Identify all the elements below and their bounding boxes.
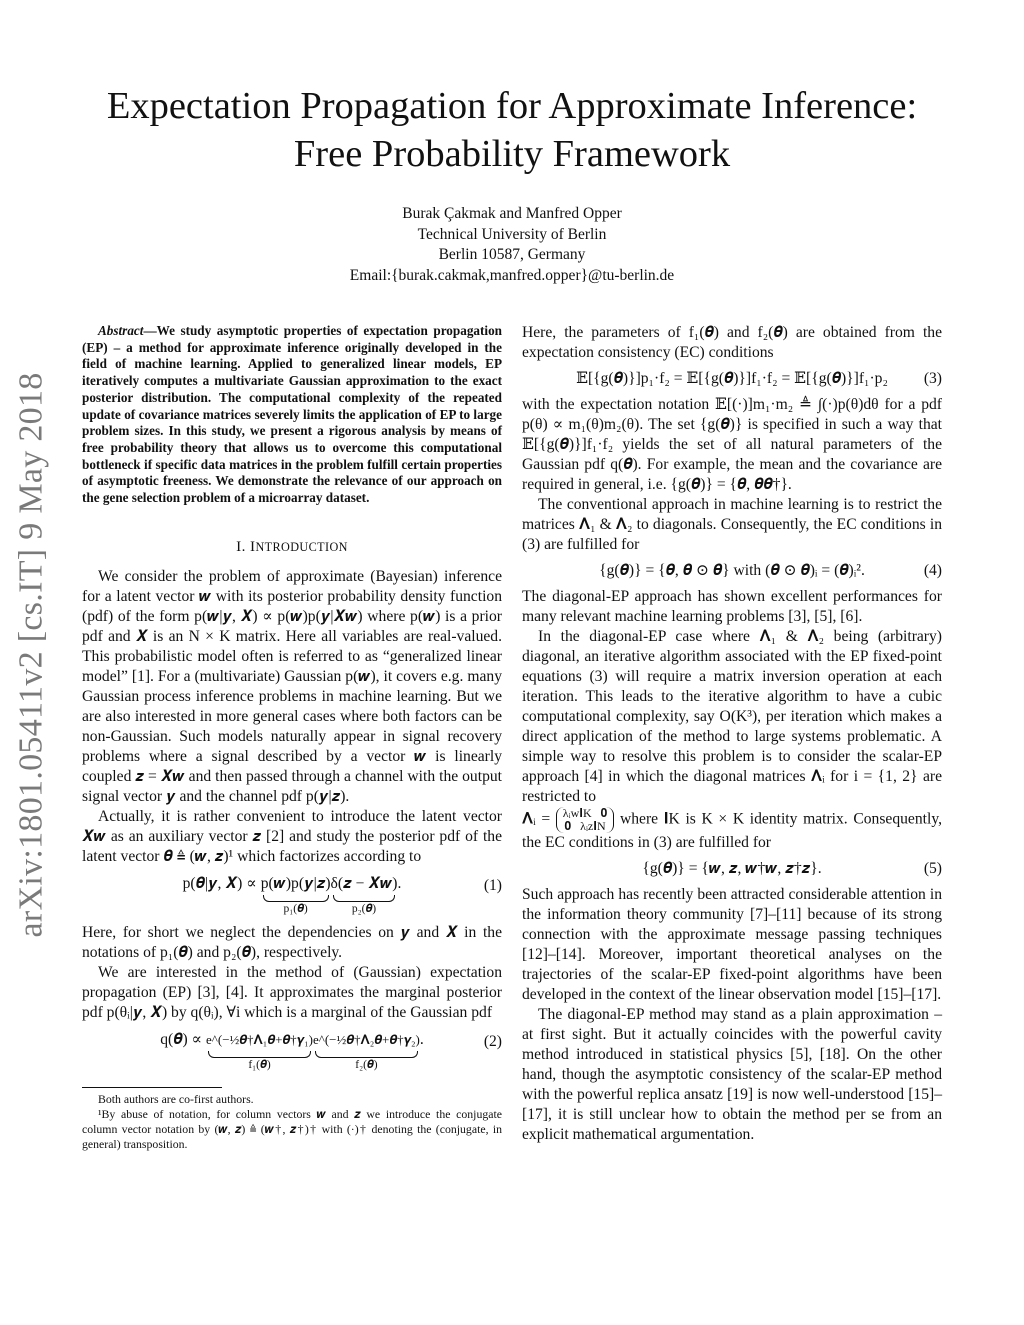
left-column bbox=[82, 323, 502, 1152]
section-number: I. bbox=[236, 537, 250, 555]
eq2-label-f2: f₂(𝜽) bbox=[355, 1058, 378, 1071]
section-title-first-letter: I bbox=[249, 537, 256, 555]
right-paragraph-5: In the diagonal-EP case where 𝚲₁ & 𝚲₂ being (arbitrary) diagonal, an iterative algorithm associated with the EP fixed-point equations (3) will require a matrix inversion operation at each iteration. This leads to the iterative algorithm to have a cubic computational complexity, say O(K³), per iteration which makes a direct application of the method to large systems problematic. A simple way to resolve this problem is to consider the scalar-EP approach [4] in which the diagonal matrices 𝚲ᵢ for i = {1, 2} are restricted to bbox=[522, 628, 942, 805]
equation-2-number: (2) bbox=[483, 1032, 502, 1050]
matrix-prefix: 𝚲ᵢ = bbox=[522, 810, 556, 828]
title-line-1: Expectation Propagation for Approximate Inference: bbox=[106, 85, 918, 127]
equation-1 bbox=[82, 873, 502, 917]
arxiv-identifier bbox=[12, 370, 52, 940]
equation-5-number: (5) bbox=[923, 860, 942, 877]
right-paragraph-1: Here, the parameters of f₁(𝜽) and f₂(𝜽) are obtained from the expectation consistency (EC) conditions bbox=[522, 324, 942, 361]
right-paragraph-3: The conventional approach in machine learning is to restrict the matrices 𝚲₁ & 𝚲₂ to diagonals. Consequently, the EC conditions in (3) are fulfilled for bbox=[522, 496, 942, 553]
section-title-rest: NTRODUCTION bbox=[255, 539, 348, 554]
equation-1-number: (1) bbox=[483, 876, 502, 894]
equation-3 bbox=[522, 369, 942, 389]
eq1-underbrace-p1 bbox=[261, 873, 331, 916]
footnote-1: ¹By abuse of notation, for column vectors 𝒘 and 𝒛 we introduce the conjugate column vector notation by (𝒘, 𝒛) ≜ (𝒘†, 𝒛†)† with (·)† denoting the (conjugate, in general) transposition. bbox=[82, 1106, 502, 1151]
section-heading-introduction bbox=[82, 537, 502, 557]
intro-paragraph-2: Actually, it is rather convenient to introduce the latent vector 𝑿𝒘 as an auxiliary vector 𝒛 [2] and study the posterior pdf of the latent vector 𝜽 ≜ (𝒘, 𝒛)¹ which factorizes according to bbox=[82, 807, 502, 865]
matrix-suffix: where 𝐈K is K × K identity matrix. Consequently, the EC conditions in (3) are fulfilled for bbox=[522, 810, 942, 851]
eq1-underbrace-p2 bbox=[331, 873, 398, 916]
intro-paragraph-3: Here, for short we neglect the dependencies on 𝒚 and 𝑿 in the notations of p₁(𝜽) and p₂(𝜽), respectively. bbox=[82, 923, 502, 961]
eq3-body: 𝔼[{g(𝜽)}]p₁·f₂ = 𝔼[{g(𝜽)}]f₁·f₂ = 𝔼[{g(𝜽)}]f₁·p₂ bbox=[576, 370, 888, 387]
equation-5 bbox=[522, 859, 942, 879]
author-affiliation: Technical University of Berlin bbox=[417, 225, 607, 243]
abstract-label: Abstract bbox=[98, 323, 144, 338]
matrix-r2c2: λᵢz𝐈N bbox=[580, 819, 606, 833]
equation-4 bbox=[522, 561, 942, 581]
abstract-text: —We study asymptotic properties of expectation propagation (EP) – a method for approximate inference originally developed in the field of machine learning. Applied to generalized linear models, EP iteratively computes a multivariate Gaussian approximation to the exact posterior distribution. The computational complexity of the repeated update of covariance matrices severely limits the application of EP to large problem sizes. In this study, we present a rigorous analysis by means of free probability theory that allows us to overcome this computational bottleneck if specific data matrices in the problem fulfill certain properties of asymptotic freeness. We demonstrate the relevance of our approach on the gene selection problem of a microarray dataset. bbox=[82, 323, 502, 506]
intro-paragraph-1: We consider the problem of approximate (Bayesian) inference for a latent vector 𝒘 with its posterior probability density function (pdf) of the form p(𝒘|𝒚, 𝑿) ∝ p(𝒘)p(𝒚|𝑿𝒘) where p(𝒘) is a prior pdf and 𝑿 is an N × K matrix. Here all variables are real-valued. This probabilistic model often is referred to as “generalized linear model” [1]. For a (multivariate) Gaussian p(𝒘), it covers e.g. many Gaussian process inference problems in machine learning. But we are also interested in more general cases where both factors can be non-Gaussian. Such models naturally appear in signal recovery problems where a signal described by a vector 𝒘 is linearly coupled 𝒛 = 𝑿𝒘 and then passed through a channel with the output signal vector 𝒚 and the channel pdf p(𝒚|𝒛). bbox=[82, 567, 502, 805]
footnote-rule bbox=[82, 1087, 222, 1088]
right-paragraph-2: with the expectation notation 𝔼[(·)]m₁·m₂ ≜ ∫(·)p(θ)dθ for a pdf p(θ) ∝ m₁(θ)m₂(θ). The set {g(𝜽)} is specified in such a way that 𝔼[{g(𝜽)}]f₁·f₂ yields the set of all natural parameters of the Gaussian pdf q(𝜽). For example, the mean and the covariance are required in general, i.e. {g(𝜽)} = {𝜽, 𝜽𝜽†}. bbox=[522, 396, 942, 493]
eq2-lhs: q(𝜽) ∝ bbox=[160, 1030, 207, 1048]
matrix-r1c1: λᵢw𝐈K bbox=[562, 806, 592, 820]
eq5-body: {g(𝜽)} = {𝒘, 𝒛, 𝒘†𝒘, 𝒛†𝒛}. bbox=[642, 860, 822, 877]
matrix-r1c2: 𝟎 bbox=[600, 806, 608, 820]
author-email: Email:{burak.cakmak,manfred.opper}@tu-berlin.de bbox=[349, 266, 675, 284]
eq1-factor-2: δ(𝒛 − 𝑿𝒘) bbox=[330, 874, 398, 892]
scalar-ep-matrix-line bbox=[522, 807, 942, 853]
title-line-2: Free Probability Framework bbox=[293, 133, 731, 175]
matrix-r2c1: 𝟎 bbox=[564, 819, 572, 833]
right-paragraph-7: The diagonal-EP method may stand as a plain approximation – at first sight. But it actually coincides with the powerful cavity method introduced in statistical physics [5], [18]. On the other hand, though the asymptotic consistency of the scalar-EP method with the powerful replica ansatz [19] is now well-understood [15]–[17], it is still unclear how to obtain the method per se from an explicit mathematical argumentation. bbox=[522, 1006, 942, 1143]
eq1-label-p2: p₂(𝜽) bbox=[351, 902, 377, 915]
author-city: Berlin 10587, Germany bbox=[438, 246, 586, 263]
lambda-block-matrix bbox=[556, 807, 615, 833]
eq4-body: {g(𝜽)} = {𝜽, 𝜽 ⊙ 𝜽} with (𝜽 ⊙ 𝜽)ᵢ = (𝜽)ᵢ². bbox=[599, 562, 865, 579]
eq1-lhs: p(𝜽|𝒚, 𝑿) ∝ bbox=[182, 874, 261, 892]
eq1-end: . bbox=[397, 874, 402, 892]
author-names: Burak Çakmak and Manfred Opper bbox=[402, 205, 622, 222]
equation-2 bbox=[82, 1029, 502, 1073]
equation-4-number: (4) bbox=[923, 562, 942, 579]
abstract bbox=[82, 323, 502, 507]
right-paragraph-6: Such approach has recently been attracted considerable attention in the information theory community [7]–[11] because of its strong connection with the approximate message passing techniques [12]–[14]. Moreover, important theoretical analyses on the trajectories of the scalar-EP fixed-point algorithms have been developed in the context of the linear observation model [15]–[17]. bbox=[522, 886, 942, 1003]
eq1-label-p1: p₁(𝜽) bbox=[283, 902, 308, 915]
author-block bbox=[260, 204, 764, 286]
eq2-underbrace-f1 bbox=[206, 1029, 313, 1072]
right-paragraph-4: The diagonal-EP approach has shown excellent performances for many relevant machine learning problems [3], [5], [6]. bbox=[522, 588, 942, 625]
eq2-label-f1: f₁(𝜽) bbox=[248, 1058, 271, 1071]
eq2-factor-1: e^(−½𝜽†𝚲₁𝜽+𝜽†𝜸₁) bbox=[206, 1031, 313, 1047]
right-column bbox=[522, 323, 942, 1145]
eq2-underbrace-f2 bbox=[313, 1029, 420, 1072]
equation-3-number: (3) bbox=[923, 370, 942, 387]
eq2-end: . bbox=[419, 1030, 424, 1048]
eq1-factor-1: p(𝒘)p(𝒚|𝒛) bbox=[260, 874, 331, 892]
footnote-co-first: Both authors are co-first authors. bbox=[98, 1091, 254, 1106]
arxiv-id-text: arXiv:1801.05411v2 [cs.IT] 9 May 2018 bbox=[13, 372, 51, 938]
intro-paragraph-4: We are interested in the method of (Gaussian) expectation propagation (EP) [3], [4]. It approximates the marginal posterior pdf p(θᵢ|𝒚, 𝑿) by q(θᵢ), ∀i which is a marginal of the Gaussian pdf bbox=[82, 963, 502, 1021]
paper-title bbox=[60, 82, 964, 178]
eq2-factor-2: e^(−½𝜽†𝚲₂𝜽+𝜽†𝜸₂) bbox=[312, 1031, 420, 1047]
